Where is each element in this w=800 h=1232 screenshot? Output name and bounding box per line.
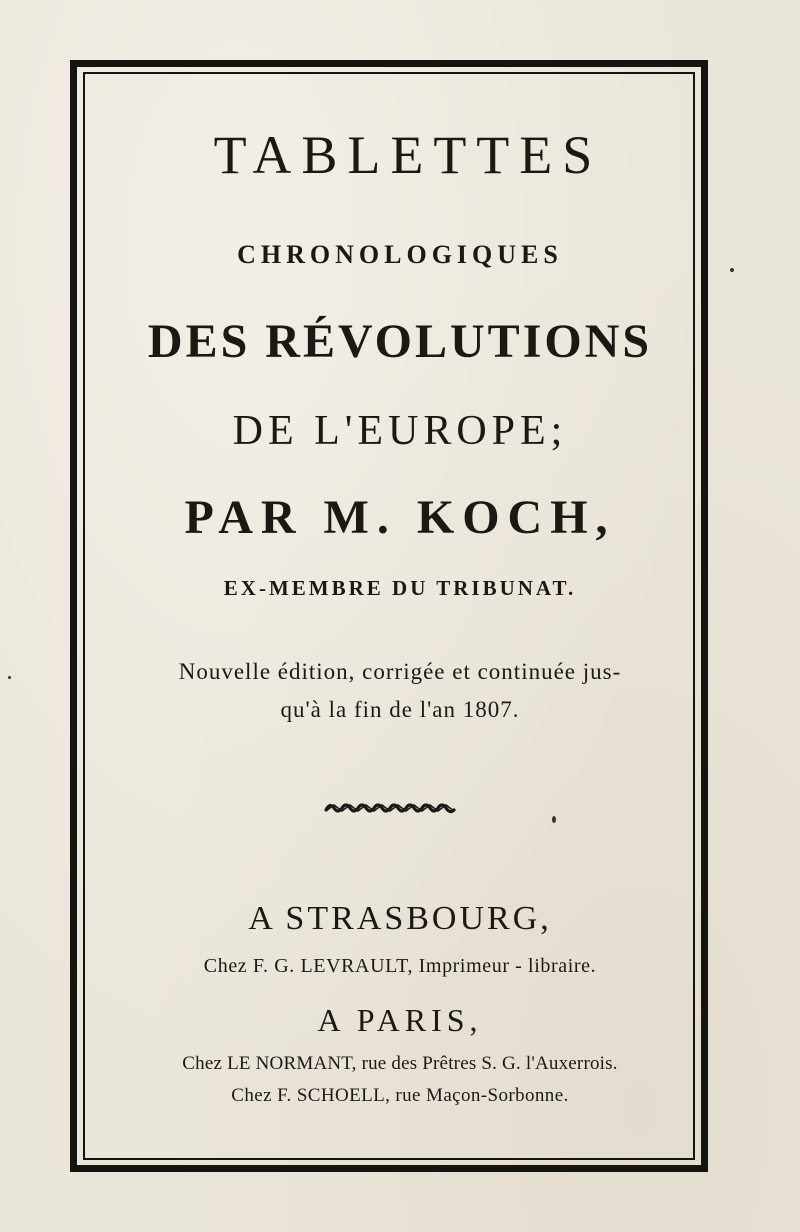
subtitle-line-3: DE L'EUROPE; [232,408,568,454]
author-name: PAR M. KOCH, [184,491,616,544]
imprint-city-strasbourg: A STRASBOURG, [248,900,552,937]
book-title: TABLETTES [213,125,603,185]
imprint-publisher-normant: Chez LE NORMANT, rue des Prêtres S. G. l'Auxerrois. [182,1053,618,1074]
subtitle-line-1: CHRONOLOGIQUES [237,240,563,269]
author-title: EX-MEMBRE DU TRIBUNAT. [223,576,577,600]
edition-note-line-1: Nouvelle édition, corrigée et continuée jus- [178,659,622,684]
imprint-publisher-schoell: Chez F. SCHOELL, rue Maçon-Sorbonne. [231,1085,569,1106]
ink-speck [8,676,11,679]
inner-border-frame [83,72,695,1160]
edition-note-line-2: qu'à la fin de l'an 1807. [280,697,520,722]
imprint-city-paris: A PARIS, [317,1002,483,1038]
subtitle-line-2: DES RÉVOLUTIONS [147,315,653,368]
ink-speck [552,816,556,823]
ink-speck [730,268,734,272]
imprint-publisher-levrault: Chez F. G. LEVRAULT, Imprimeur - libraire. [203,955,597,977]
wavy-rule-icon [324,798,456,818]
